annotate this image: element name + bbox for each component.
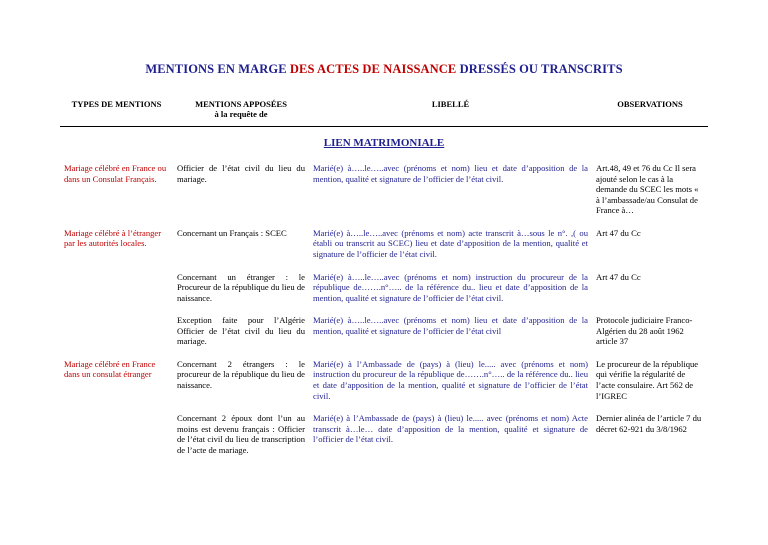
- cell-observations: Protocole judiciaire Franco-Algérien du 28 août 1962 article 37: [596, 315, 693, 347]
- table-row: [60, 224, 708, 268]
- table-row: [60, 355, 708, 409]
- title-part-3: DRESSÉS OU TRANSCRITS: [456, 62, 623, 76]
- cell-libelle: Marié(e) à…..le…..avec (prénoms et nom) instruction du procureur de la république de…….n°….. de la référence du.. lieu et date d’apposition de la mention, qualité et signature de l’officier de l’état civil.: [313, 271, 588, 303]
- mentions-table: [60, 98, 708, 463]
- header-libelle: LIBELLÉ: [309, 98, 592, 127]
- page-title: [0, 62, 768, 77]
- title-part-2: DES ACTES DE NAISSANCE: [289, 62, 457, 76]
- cell-requete: Concernant un étranger : le Procureur de la république du lieu de naissance.: [177, 271, 305, 303]
- header-apposees-sub: à la requête de: [214, 108, 268, 119]
- table-row: [60, 159, 708, 224]
- cell-observations: Art 47 du Cc: [596, 227, 641, 238]
- cell-type: [60, 409, 173, 463]
- cell-requete: Concernant 2 étrangers : le procureur de la république du lieu de naissance.: [177, 358, 305, 390]
- cell-type: [60, 268, 173, 312]
- header-apposees-label: MENTIONS APPOSÉES: [195, 99, 287, 109]
- table-row: [60, 311, 708, 355]
- cell-libelle: Marié(e) à l’Ambassade de (pays) à (lieu) le..... avec (prénoms et nom) instruction du procureur de la république de…….n°….. de la référence du.. lieu et date d’apposition de la mention, qualité et signature de l’officier de l’état civil.: [313, 358, 588, 401]
- cell-observations: Art 47 du Cc: [596, 271, 641, 282]
- cell-requete: Concernant un Français : SCEC: [177, 227, 287, 238]
- cell-libelle: Marié(e) à…..le…..avec (prénoms et nom) acte transcrit à…sous le n°. ,( ou établi ou transcrit au SCEC) lieu et date d’apposition de la mention, qualité et signature de l’officier de l’état civil.: [313, 227, 588, 259]
- cell-type: Mariage célébré à l’étranger par les autorités locales.: [64, 227, 162, 249]
- cell-libelle: Marié(e) à…..le…..avec (prénoms et nom) lieu et date d’apposition de la mention, qualité et signature de l’officier de l’état civil.: [313, 163, 588, 184]
- header-observations: OBSERVATIONS: [592, 98, 708, 127]
- cell-observations: Le procureur de la république qui vérifie la régularité de l’acte consulaire. Art 562 de l’IGREC: [596, 358, 699, 401]
- table-row: [60, 268, 708, 312]
- table-row: [60, 409, 708, 463]
- cell-observations: Dernier alinéa de l’article 7 du décret 62-921 du 3/8/1962: [596, 413, 702, 434]
- cell-libelle: Marié(e) à l’Ambassade de (pays) à (lieu) le..... avec (prénoms et nom) Acte transcrit à…le… date d’apposition de la mention, qualité et signature de l’officier de l’état civil.: [313, 413, 588, 445]
- title-part-1: MENTIONS EN MARGE: [145, 62, 290, 76]
- header-apposees: [173, 98, 309, 127]
- table-header-row: [60, 98, 708, 127]
- cell-type: Mariage célébré en France dans un consulat étranger: [64, 358, 156, 380]
- cell-type: Mariage célébré en France ou dans un Consulat Français.: [64, 163, 167, 184]
- cell-libelle: Marié(e) à…..le…..avec (prénoms et nom) lieu et date d’apposition de la mention, qualité et signature de l’officier de l’état civil: [313, 315, 588, 336]
- cell-requete: Officier de l’état civil du lieu du mariage.: [177, 163, 305, 184]
- header-types: TYPES DE MENTIONS: [60, 98, 173, 127]
- cell-requete: Exception faite pour l’Algérie Officier de l’état civil du lieu du mariage.: [177, 315, 305, 347]
- section-row: [60, 127, 708, 160]
- section-title: LIEN MATRIMONIALE: [323, 137, 445, 149]
- cell-requete: Concernant 2 époux dont l’un au moins est devenu français : Officier de l’état civil du lieu de transcription de l’acte de mariage.: [177, 413, 305, 455]
- cell-type: [60, 311, 173, 355]
- cell-observations: Art.48, 49 et 76 du Cc Il sera ajouté selon le cas à la demande du SCEC les mots « à l’ambassade/au Consulat de France à…: [596, 163, 699, 216]
